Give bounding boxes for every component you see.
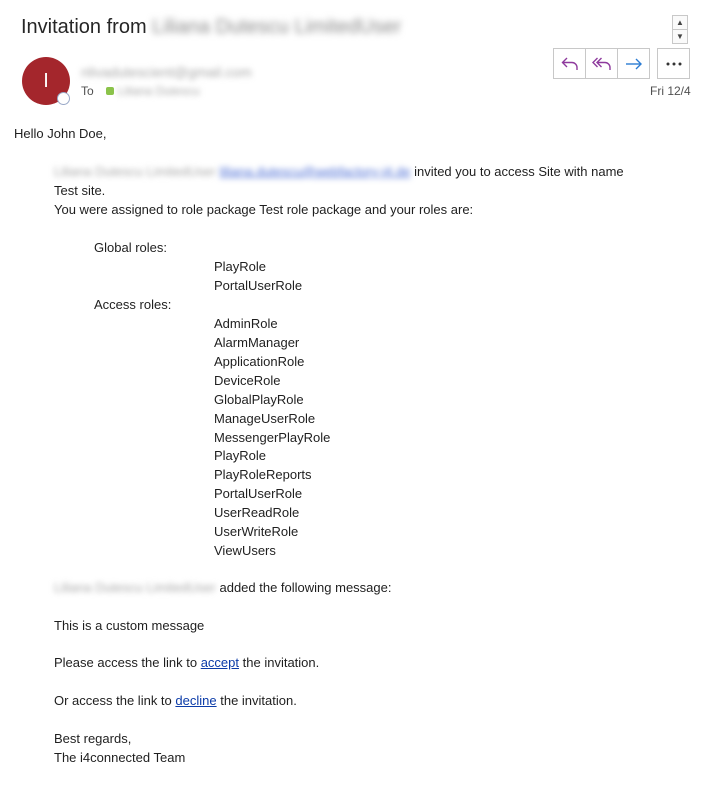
scroll-down-icon[interactable]: ▼ [676, 31, 684, 41]
greeting: Hello John Doe, [14, 126, 107, 141]
inviter-name: Liliana Dutescu LimitedUser [54, 164, 216, 179]
access-role-item: PlayRoleReports [214, 467, 312, 482]
accept-prefix: Please access the link to [54, 655, 198, 670]
global-roles-label: Global roles: [94, 240, 167, 255]
accept-suffix: the invitation. [242, 655, 320, 670]
decline-link[interactable]: decline [175, 693, 217, 708]
access-role-item: AlarmManager [214, 335, 300, 350]
scroll-up-icon[interactable]: ▲ [673, 16, 687, 30]
recipient-line [81, 84, 200, 98]
access-role-item: ManageUserRole [214, 411, 316, 426]
access-role-item: MessengerPlayRole [214, 430, 331, 445]
more-actions-button[interactable] [657, 48, 690, 79]
invite-text: invited you to access Site with name [414, 164, 624, 179]
site-name: Test site. [54, 183, 106, 198]
more-icon [666, 62, 682, 66]
reply-all-button[interactable] [585, 49, 617, 78]
access-role-item: DeviceRole [214, 373, 281, 388]
to-label: To [81, 84, 94, 98]
invite-line [54, 164, 624, 179]
subject-prefix: Invitation from [21, 16, 147, 38]
assigned-text: You were assigned to role package Test role package and your roles are: [54, 202, 474, 217]
email-date: Fri 12/4 [650, 84, 691, 98]
decline-suffix: the invitation. [220, 693, 297, 708]
closing: Best regards, [54, 731, 132, 746]
accept-line [54, 655, 319, 670]
forward-icon [625, 57, 643, 71]
reply-all-icon [592, 57, 612, 71]
access-role-item: ApplicationRole [214, 354, 305, 369]
global-role-item: PlayRole [214, 259, 267, 274]
presence-status-icon [57, 92, 70, 105]
decline-prefix: Or access the link to [54, 693, 172, 708]
recipient-status-icon [106, 87, 114, 95]
message-intro: added the following message: [219, 580, 392, 595]
access-role-item: AdminRole [214, 316, 278, 331]
forward-button[interactable] [617, 49, 649, 78]
custom-message: This is a custom message [54, 618, 205, 633]
access-role-item: UserWriteRole [214, 524, 299, 539]
access-roles-label: Access roles: [94, 297, 172, 312]
access-role-item: ViewUsers [214, 543, 276, 558]
accept-link[interactable]: accept [200, 655, 240, 670]
access-role-item: PortalUserRole [214, 486, 303, 501]
recipient-name: Liliana Dutescu [117, 84, 200, 98]
email-subject [21, 16, 401, 39]
scroll-arrows [672, 15, 688, 44]
access-role-item: UserReadRole [214, 505, 300, 520]
access-role-item: GlobalPlayRole [214, 392, 304, 407]
sender-email[interactable]: nlivadutescient@gmail.com [81, 64, 252, 80]
recipient-chip[interactable] [106, 84, 200, 98]
message-intro-line [54, 580, 392, 595]
reply-icon [561, 57, 579, 71]
reply-actions-group [553, 48, 650, 79]
access-role-item: PlayRole [214, 448, 267, 463]
avatar[interactable]: I [22, 57, 70, 105]
global-role-item: PortalUserRole [214, 278, 303, 293]
signature: The i4connected Team [54, 750, 186, 765]
reply-button[interactable] [554, 49, 585, 78]
decline-line [54, 693, 297, 708]
subject-sender-name: Liliana Dutescu LimitedUser [152, 16, 402, 38]
message-author: Liliana Dutescu LimitedUser [54, 580, 216, 595]
inviter-email-link[interactable]: liliana.dutescu@webfactory-i4.de [219, 164, 411, 179]
